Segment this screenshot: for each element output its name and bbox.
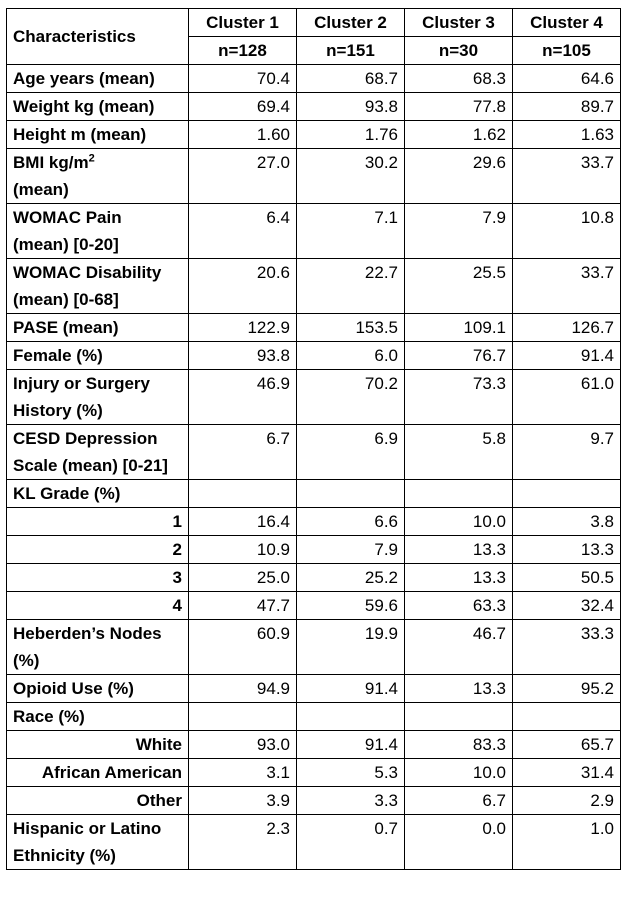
cluster-4-value: 33.7 xyxy=(513,149,621,204)
cluster-4-value: 10.8 xyxy=(513,204,621,259)
cluster-3-value: 46.7 xyxy=(405,620,513,675)
table-row xyxy=(7,675,621,703)
cluster-3-value: 29.6 xyxy=(405,149,513,204)
cluster-4-value: 2.9 xyxy=(513,787,621,815)
cluster-3-value: 77.8 xyxy=(405,93,513,121)
row-label-text: Race (%) xyxy=(13,707,85,726)
cluster-1-value: 10.9 xyxy=(189,536,297,564)
cluster-4-value: 33.7 xyxy=(513,259,621,314)
table-row xyxy=(7,204,621,259)
row-label xyxy=(7,425,189,480)
table-row xyxy=(7,259,621,314)
cluster-4-value: 13.3 xyxy=(513,536,621,564)
row-label-text: PASE (mean) xyxy=(13,318,119,337)
cluster-4-value: 126.7 xyxy=(513,314,621,342)
table-row xyxy=(7,370,621,425)
cluster-3-value: 10.0 xyxy=(405,759,513,787)
row-label xyxy=(7,508,189,536)
cluster-3-value: 63.3 xyxy=(405,592,513,620)
row-label xyxy=(7,592,189,620)
row-label-superscript: 2 xyxy=(88,152,95,165)
table-row xyxy=(7,620,621,675)
cluster-1-value: 46.9 xyxy=(189,370,297,425)
row-label-text: Age years (mean) xyxy=(13,69,155,88)
cluster-3-count: n=30 xyxy=(405,37,513,65)
cluster-4-value: 31.4 xyxy=(513,759,621,787)
cluster-2-value xyxy=(297,703,405,731)
row-label-text: 2 xyxy=(172,540,182,559)
row-label-text: KL Grade (%) xyxy=(13,484,121,503)
cluster-4-value xyxy=(513,703,621,731)
cluster-3-value: 76.7 xyxy=(405,342,513,370)
cluster-2-value: 19.9 xyxy=(297,620,405,675)
cluster-1-value: 3.9 xyxy=(189,787,297,815)
cluster-4-value: 9.7 xyxy=(513,425,621,480)
row-label-text: 1 xyxy=(172,512,182,531)
cluster-1-value: 69.4 xyxy=(189,93,297,121)
table-row xyxy=(7,121,621,149)
cluster-1-header: Cluster 1 xyxy=(189,9,297,37)
cluster-1-value: 25.0 xyxy=(189,564,297,592)
row-label-text: Heberden’s Nodes (%) xyxy=(13,624,162,670)
table-row xyxy=(7,425,621,480)
cluster-4-value: 61.0 xyxy=(513,370,621,425)
row-label-text: Opioid Use (%) xyxy=(13,679,134,698)
cluster-4-value xyxy=(513,480,621,508)
cluster-2-value: 6.9 xyxy=(297,425,405,480)
row-label-text: Other xyxy=(136,791,182,810)
characteristics-table xyxy=(6,8,621,870)
row-label xyxy=(7,536,189,564)
cluster-2-value: 1.76 xyxy=(297,121,405,149)
cluster-4-value: 3.8 xyxy=(513,508,621,536)
cluster-3-value xyxy=(405,703,513,731)
cluster-4-value: 95.2 xyxy=(513,675,621,703)
table-row xyxy=(7,342,621,370)
cluster-1-value: 60.9 xyxy=(189,620,297,675)
table-row xyxy=(7,314,621,342)
cluster-3-value: 13.3 xyxy=(405,564,513,592)
cluster-4-header: Cluster 4 xyxy=(513,9,621,37)
cluster-3-value xyxy=(405,480,513,508)
row-label-text: CESD Depression Scale (mean) [0-21] xyxy=(13,429,168,475)
header-row-names xyxy=(7,9,621,37)
row-label-text: WOMAC Disability (mean) [0-68] xyxy=(13,263,162,309)
row-label xyxy=(7,480,189,508)
cluster-1-value: 70.4 xyxy=(189,65,297,93)
row-label xyxy=(7,259,189,314)
cluster-2-value: 6.6 xyxy=(297,508,405,536)
cluster-2-value: 93.8 xyxy=(297,93,405,121)
cluster-2-value: 91.4 xyxy=(297,675,405,703)
cluster-4-value: 50.5 xyxy=(513,564,621,592)
table-row xyxy=(7,731,621,759)
cluster-1-value: 122.9 xyxy=(189,314,297,342)
cluster-3-value: 13.3 xyxy=(405,536,513,564)
cluster-3-value: 1.62 xyxy=(405,121,513,149)
cluster-2-value: 6.0 xyxy=(297,342,405,370)
cluster-1-value: 16.4 xyxy=(189,508,297,536)
cluster-1-value xyxy=(189,703,297,731)
cluster-1-value: 20.6 xyxy=(189,259,297,314)
row-label xyxy=(7,370,189,425)
cluster-2-count: n=151 xyxy=(297,37,405,65)
row-label xyxy=(7,675,189,703)
table-row xyxy=(7,93,621,121)
row-label-text: African American xyxy=(41,763,182,782)
row-label xyxy=(7,759,189,787)
cluster-3-value: 5.8 xyxy=(405,425,513,480)
cluster-2-value: 22.7 xyxy=(297,259,405,314)
cluster-1-value: 94.9 xyxy=(189,675,297,703)
row-label-text: Hispanic or Latino Ethnicity (%) xyxy=(13,819,162,865)
table-row xyxy=(7,480,621,508)
cluster-3-value: 83.3 xyxy=(405,731,513,759)
row-label-line2: (mean) xyxy=(13,180,69,199)
row-label xyxy=(7,703,189,731)
table-row xyxy=(7,564,621,592)
cluster-2-value: 59.6 xyxy=(297,592,405,620)
row-label-text: 4 xyxy=(172,596,182,615)
cluster-3-value: 109.1 xyxy=(405,314,513,342)
row-label xyxy=(7,564,189,592)
row-label-text: BMI kg/m xyxy=(13,153,89,172)
row-label xyxy=(7,787,189,815)
row-label-text: Female (%) xyxy=(13,346,103,365)
row-label xyxy=(7,731,189,759)
cluster-4-count: n=105 xyxy=(513,37,621,65)
table-row xyxy=(7,149,621,204)
cluster-4-value: 1.0 xyxy=(513,815,621,870)
table-row xyxy=(7,815,621,870)
cluster-2-value: 30.2 xyxy=(297,149,405,204)
characteristics-header: Characteristics xyxy=(7,9,189,65)
table-row xyxy=(7,787,621,815)
row-label xyxy=(7,65,189,93)
cluster-3-value: 6.7 xyxy=(405,787,513,815)
row-label xyxy=(7,204,189,259)
cluster-3-value: 25.5 xyxy=(405,259,513,314)
row-label-text: Height m (mean) xyxy=(13,125,147,144)
cluster-1-value: 27.0 xyxy=(189,149,297,204)
row-label xyxy=(7,620,189,675)
cluster-4-value: 65.7 xyxy=(513,731,621,759)
row-label-text: Weight kg (mean) xyxy=(13,97,155,116)
cluster-1-value: 47.7 xyxy=(189,592,297,620)
cluster-2-value xyxy=(297,480,405,508)
cluster-3-value: 13.3 xyxy=(405,675,513,703)
cluster-1-value: 1.60 xyxy=(189,121,297,149)
cluster-1-count: n=128 xyxy=(189,37,297,65)
cluster-2-value: 0.7 xyxy=(297,815,405,870)
cluster-2-header: Cluster 2 xyxy=(297,9,405,37)
row-label-text: 3 xyxy=(172,568,182,587)
row-label xyxy=(7,149,189,204)
cluster-4-value: 91.4 xyxy=(513,342,621,370)
cluster-2-value: 25.2 xyxy=(297,564,405,592)
cluster-2-value: 68.7 xyxy=(297,65,405,93)
row-label-text: White xyxy=(135,735,182,754)
cluster-1-value: 2.3 xyxy=(189,815,297,870)
table-header xyxy=(7,9,621,65)
cluster-3-value: 10.0 xyxy=(405,508,513,536)
cluster-1-value: 93.8 xyxy=(189,342,297,370)
cluster-4-value: 33.3 xyxy=(513,620,621,675)
cluster-1-value: 3.1 xyxy=(189,759,297,787)
cluster-2-value: 7.1 xyxy=(297,204,405,259)
cluster-3-value: 0.0 xyxy=(405,815,513,870)
row-label xyxy=(7,314,189,342)
row-label-text: Injury or Surgery History (%) xyxy=(13,374,150,420)
cluster-3-value: 7.9 xyxy=(405,204,513,259)
row-label xyxy=(7,342,189,370)
cluster-4-value: 89.7 xyxy=(513,93,621,121)
cluster-2-value: 70.2 xyxy=(297,370,405,425)
row-label-text: WOMAC Pain (mean) [0-20] xyxy=(13,208,122,254)
table-row xyxy=(7,536,621,564)
cluster-4-value: 64.6 xyxy=(513,65,621,93)
cluster-2-value: 7.9 xyxy=(297,536,405,564)
table-row xyxy=(7,592,621,620)
table-body xyxy=(7,65,621,870)
cluster-3-value: 68.3 xyxy=(405,65,513,93)
cluster-2-value: 153.5 xyxy=(297,314,405,342)
row-label xyxy=(7,815,189,870)
cluster-3-value: 73.3 xyxy=(405,370,513,425)
table-row xyxy=(7,508,621,536)
table-row xyxy=(7,703,621,731)
cluster-1-value: 6.4 xyxy=(189,204,297,259)
cluster-4-value: 32.4 xyxy=(513,592,621,620)
cluster-1-value: 93.0 xyxy=(189,731,297,759)
row-label xyxy=(7,121,189,149)
cluster-1-value xyxy=(189,480,297,508)
table-row xyxy=(7,65,621,93)
row-label xyxy=(7,93,189,121)
cluster-2-value: 3.3 xyxy=(297,787,405,815)
cluster-2-value: 91.4 xyxy=(297,731,405,759)
cluster-1-value: 6.7 xyxy=(189,425,297,480)
cluster-4-value: 1.63 xyxy=(513,121,621,149)
table-row xyxy=(7,759,621,787)
cluster-2-value: 5.3 xyxy=(297,759,405,787)
cluster-3-header: Cluster 3 xyxy=(405,9,513,37)
